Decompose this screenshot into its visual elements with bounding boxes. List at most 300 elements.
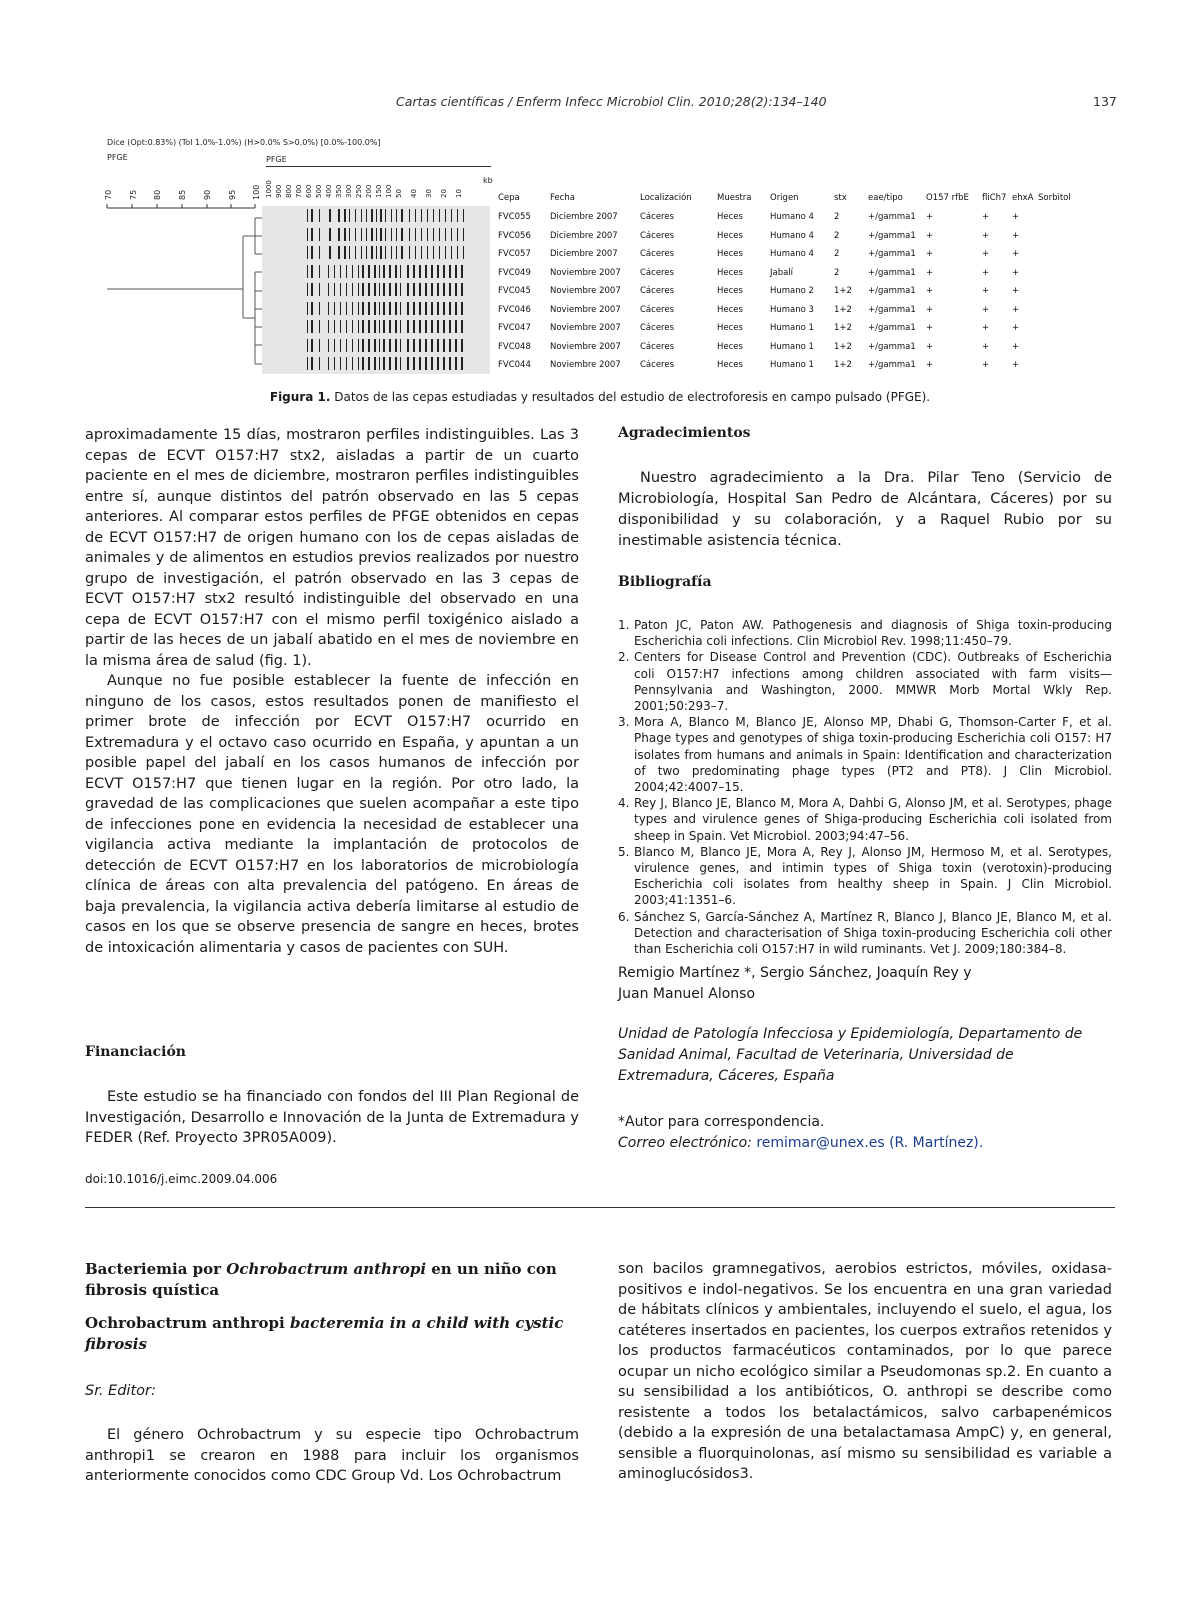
table-cell: + (982, 360, 990, 370)
table-cell: Cáceres (640, 304, 675, 315)
gel-band (413, 339, 415, 352)
gel-band (352, 339, 354, 352)
gel-band (427, 246, 429, 259)
financiacion-text-block (85, 1087, 579, 1149)
gel-band (425, 302, 427, 315)
table-cell: Diciembre 2007 (550, 230, 618, 241)
article2-left-text: El género Ochrobactrum y su especie tipo Ochrobactrum anthropi1 se crearon en 1988 para incluir los organismos anteriormente conocidos como CDC Group Vd. Los Ochrobactrum (85, 1427, 579, 1484)
table-cell: 1+2 (834, 341, 852, 352)
gel-band (391, 209, 393, 222)
ladder-label: 10 (455, 189, 463, 198)
table-cell: +/gamma1 (868, 249, 916, 259)
gel-band (383, 339, 385, 352)
gel-band (425, 357, 427, 370)
gel-band (419, 283, 421, 296)
gel-band (443, 283, 445, 296)
title-en-italic: bacteremia in a child with cystic fibrosis (85, 1314, 564, 1353)
gel-band (451, 246, 453, 259)
reference-text: Rey J, Blanco JE, Blanco M, Mora A, Dahbi G, Alonso JM, et al. Serotypes, phage types and virulence genes of Shiga-producing Escherichia coli isolated from sheep in Spain. Vet Microbiol. 2003;94:47–56. (634, 796, 1112, 843)
dice-header: Dice (Opt:0.83%) (Tol 1.0%-1.0%) (H>0.0% S>0.0%) [0.0%-100.0%] (107, 138, 381, 147)
gel-band (374, 320, 376, 333)
table-cell: Humano 1 (770, 360, 814, 370)
gel-band (368, 283, 370, 296)
scale-label: 85 (178, 189, 188, 200)
paragraph-discussion: Aunque no fue posible establecer la fuente de infección en ninguno de los casos, estos resultados ponen de manifiesto el primer brote de infección por ECVT O157:H7 ocurrido en Extremadura y el octavo caso ocurrido en España, y apuntan a un posible papel del jabalí en los casos humanos de infección por ECVT O157:H7 que tienen lugar en la región. Por otro lado, la gravedad de las complicaciones que suelen acompañar a este tipo de infecciones pone en evidencia la necesidad de establecer una vigilancia activa mediante la implantación de protocolos de detección de ECVT O157:H7 en los laboratorios de microbiología clínica de áreas con alta prevalencia del patógeno. En áreas de baja prevalencia, la vigilancia activa debería limitarse al estudio de casos en los que se observe presencia de sangre en heces, brotes de intoxicación alimentaria y casos de pacientes con SUH. (85, 673, 579, 956)
reference-number: 5. (618, 844, 630, 859)
gel-band (376, 246, 378, 259)
table-header-cell: Localización (640, 193, 692, 203)
gel-band (352, 357, 354, 370)
table-cell: +/gamma1 (868, 323, 916, 333)
email-link[interactable]: remimar@unex.es (R. Martínez). (756, 1135, 984, 1151)
ladder-label: 900 (275, 184, 283, 198)
gel-band (400, 265, 402, 278)
gel-band (329, 246, 331, 259)
gel-band (427, 228, 429, 241)
table-cell: Diciembre 2007 (550, 249, 618, 259)
gel-band (431, 302, 433, 315)
gel-lane (262, 338, 490, 353)
gel-band (457, 209, 459, 222)
gel-band (449, 265, 451, 278)
gel-band (400, 320, 402, 333)
table-cell: Humano 4 (770, 230, 814, 241)
ladder-label: 20 (440, 189, 448, 198)
table-cell: +/gamma1 (868, 341, 916, 352)
gel-band (461, 320, 463, 333)
scale-label: 80 (153, 189, 163, 200)
gel-band (362, 302, 364, 315)
table-cell: Heces (717, 249, 743, 259)
reference-item (618, 714, 1112, 795)
gel-band (344, 228, 346, 241)
gel-band (425, 283, 427, 296)
gel-band (407, 283, 409, 296)
gel-band (355, 246, 357, 259)
reference-text: Blanco M, Blanco JE, Mora A, Rey J, Alonso JM, Hermoso M, et al. Serotypes, virulence genes, and intimin types of Shiga toxin (verotoxin)-producing Escherichia coli isolates from healthy sheep in Spain. J Clin Microbiol. 2003;41:1351–6. (634, 844, 1112, 908)
ladder-label: 100 (385, 184, 393, 198)
table-cell: + (1012, 360, 1020, 370)
gel-band (427, 209, 429, 222)
article2-right-body (618, 1259, 1112, 1485)
reference-list (618, 617, 1112, 957)
table-header-cell: Sorbitol (1038, 193, 1071, 203)
ladder-label: 40 (410, 189, 418, 198)
gel-band (395, 357, 397, 370)
gel-band (319, 339, 321, 352)
table-cell: + (1012, 323, 1020, 333)
scale-label: 95 (227, 189, 237, 200)
gel-band (344, 246, 346, 259)
pfge-rule (266, 166, 491, 167)
table-cell: Heces (717, 323, 743, 333)
gel-band (389, 339, 391, 352)
gel-band (329, 228, 331, 241)
running-head (0, 94, 1200, 110)
gel-lane (262, 208, 490, 223)
gel-band (391, 246, 393, 259)
gel-band (443, 357, 445, 370)
gel-band (461, 302, 463, 315)
gel-band (371, 228, 373, 241)
gel-band (346, 357, 348, 370)
authors-line-2: Juan Manuel Alonso (618, 986, 756, 1002)
gel-band (311, 283, 313, 296)
gel-band (409, 228, 411, 241)
ladder-label: 250 (355, 184, 363, 198)
gel-band (328, 320, 330, 333)
table-cell: 1+2 (834, 304, 852, 315)
gel-band (421, 228, 423, 241)
gel-band (376, 209, 378, 222)
gel-band (311, 302, 313, 315)
table-cell: Noviembre 2007 (550, 304, 621, 315)
table-cell: FVC044 (498, 360, 531, 370)
gel-band (379, 302, 381, 315)
gel-band (383, 357, 385, 370)
gel-band (425, 339, 427, 352)
gel-band (334, 357, 336, 370)
email-label: Correo electrónico: (618, 1135, 752, 1151)
title-es-part2: en un niño con fibrosis quística (85, 1260, 557, 1299)
article2-title-es (85, 1259, 579, 1301)
gel-band (409, 246, 411, 259)
authors (618, 963, 972, 1005)
gel-band (374, 339, 376, 352)
gel-band (396, 209, 398, 222)
gel-band (307, 265, 309, 278)
table-cell: Heces (717, 212, 743, 222)
table-cell: Cáceres (640, 323, 675, 333)
table-cell: Humano 4 (770, 212, 814, 222)
table-cell: + (982, 212, 990, 222)
gel-band (439, 228, 441, 241)
ladder-label: 300 (345, 184, 353, 198)
gel-band (346, 283, 348, 296)
gel-band (400, 283, 402, 296)
gel-lane (262, 245, 490, 260)
table-cell: + (926, 360, 934, 370)
gel-band (319, 246, 321, 259)
gel-band (431, 320, 433, 333)
table-cell: FVC055 (498, 212, 531, 222)
gel-band (362, 265, 364, 278)
pfge-label-left: PFGE (107, 153, 128, 162)
reference-text: Paton JC, Paton AW. Pathogenesis and diagnosis of Shiga toxin-producing Escherichia coli infections. Clin Microbiol Rev. 1998;11:450–79. (634, 618, 1112, 649)
gel-band (352, 302, 354, 315)
gel-band (368, 265, 370, 278)
gel-band (371, 246, 373, 259)
gel-band (346, 302, 348, 315)
gel-band (374, 265, 376, 278)
gel-band (374, 357, 376, 370)
gel-band (358, 302, 360, 315)
gel-band (328, 339, 330, 352)
table-cell: Noviembre 2007 (550, 360, 621, 370)
caption-label: Figura 1. (269, 390, 331, 404)
gel-band (445, 209, 447, 222)
table-cell: + (982, 323, 990, 333)
table-cell: + (926, 286, 934, 296)
gel-band (340, 283, 342, 296)
gel-band (368, 320, 370, 333)
gel-band (419, 339, 421, 352)
gel-band (461, 265, 463, 278)
gel-band (349, 228, 351, 241)
table-cell: Heces (717, 341, 743, 352)
gel-lane (262, 319, 490, 334)
gel-band (431, 265, 433, 278)
gel-band (380, 246, 382, 259)
title-es-part1: Bacteriemia por (85, 1260, 227, 1278)
affiliation: Unidad de Patología Infecciosa y Epidemiología, Departamento de Sanidad Animal, Facultad de Veterinaria, Universidad de Extremadura, Cáceres, España (618, 1026, 1083, 1084)
gel-band (443, 339, 445, 352)
gel-band (395, 265, 397, 278)
gel-band (443, 302, 445, 315)
table-cell: +/gamma1 (868, 286, 916, 296)
gel-band (449, 283, 451, 296)
gel-band (319, 302, 321, 315)
table-cell: + (1012, 230, 1020, 241)
article2-left-body (85, 1425, 579, 1487)
gel-band (307, 302, 309, 315)
reference-number: 3. (618, 715, 630, 730)
gel-band (421, 209, 423, 222)
reference-item (618, 844, 1112, 909)
article2-title-en (85, 1313, 579, 1355)
gel-band (379, 320, 381, 333)
gel-band (358, 339, 360, 352)
table-cell: + (1012, 341, 1020, 352)
gel-band (439, 209, 441, 222)
gel-band (334, 339, 336, 352)
ladder-label: 400 (325, 184, 333, 198)
table-cell: Cáceres (640, 230, 675, 241)
gel-band (455, 265, 457, 278)
table-cell: + (926, 304, 934, 315)
gel-band (362, 357, 364, 370)
gel-band (352, 283, 354, 296)
gel-band (463, 228, 465, 241)
gel-band (455, 339, 457, 352)
gel-band (344, 209, 346, 222)
article-separator (85, 1207, 1115, 1208)
table-cell: FVC057 (498, 249, 531, 259)
gel-band (395, 339, 397, 352)
gel-band (461, 357, 463, 370)
table-cell: + (926, 341, 934, 352)
table-cell: + (982, 230, 990, 241)
gel-band (389, 302, 391, 315)
gel-band (439, 246, 441, 259)
gel-band (307, 339, 309, 352)
reference-text: Mora A, Blanco M, Blanco JE, Alonso MP, Dhabi G, Thomson-Carter F, et al. Phage types and genotypes of shiga toxin-producing Escherichia coli O157: H7 isolates from humans and animals in Spain: Identification and characterization of two predominating phage types (PT2 and PT8). J Clin Microbiol. 2004;42:4007–15. (634, 715, 1112, 795)
gel-band (395, 320, 397, 333)
table-cell: 1+2 (834, 323, 852, 333)
agradecimientos-heading: Agradecimientos (618, 425, 751, 441)
reference-number: 4. (618, 796, 630, 811)
ladder-label: 30 (425, 189, 433, 198)
table-cell: Cáceres (640, 341, 675, 352)
gel-band (401, 246, 403, 259)
table-cell: FVC056 (498, 230, 531, 241)
gel-band (400, 357, 402, 370)
gel-band (455, 302, 457, 315)
table-cell: 1+2 (834, 286, 852, 296)
financiacion-text: Este estudio se ha financiado con fondos del III Plan Regional de Investigación, Desarrollo e Innovación de la Junta de Extremadura y FEDER (Ref. Proyecto 3PR05A009). (85, 1089, 579, 1146)
gel-band (361, 209, 363, 222)
gel-band (340, 357, 342, 370)
gel-lane (262, 301, 490, 316)
gel-band (383, 265, 385, 278)
gel-band (361, 246, 363, 259)
reference-number: 2. (618, 650, 630, 665)
paragraph-results: aproximadamente 15 días, mostraron perfiles indistinguibles. Las 3 cepas de ECVT O157:H7 stx2, aisladas a partir de un cuarto paciente en el mes de diciembre, mostraron perfiles indistinguibles entre sí, aunque distintos del patrón observado en las 5 cepas anteriores. Al comparar estos perfiles de PFGE obtenidos en cepas de ECVT O157:H7 de origen humano con los de cepas aisladas de animales y de alimentos en estudios previos realizados por nuestro grupo de investigación, el patrón observado en las 3 cepas de ECVT O157:H7 stx2 resultó indistinguible del observado en una cepa de ECVT O157:H7 con el mismo perfil toxigénico aislado a partir de las heces de un jabalí abatido en el mes de noviembre en la misma área de salud (fig. 1). (85, 427, 579, 669)
table-header-cell: eae/tipo (868, 193, 903, 203)
gel-band (455, 283, 457, 296)
title-en-part1: Ochrobactrum anthropi (85, 1314, 285, 1332)
gel-band (415, 246, 417, 259)
gel-band (431, 339, 433, 352)
gel-band (449, 339, 451, 352)
gel-band (433, 228, 435, 241)
gel-band (437, 283, 439, 296)
gel-lane (262, 356, 490, 371)
gel-band (433, 246, 435, 259)
gel-band (362, 320, 364, 333)
gel-band (328, 283, 330, 296)
gel-band (379, 339, 381, 352)
gel-band (443, 265, 445, 278)
gel-band (346, 339, 348, 352)
gel-band (328, 265, 330, 278)
reference-text: Centers for Disease Control and Prevention (CDC). Outbreaks of Escherichia coli O157:H7 infections among children associated with farm visits—Pennsylvania and Washington, 2000. MMWR Morb Mortal Wkly Rep. 2001;50:293–7. (634, 650, 1112, 714)
table-cell: + (982, 249, 990, 259)
gel-band (307, 228, 309, 241)
table-cell: FVC046 (498, 304, 531, 315)
reference-item (618, 795, 1112, 844)
gel-band (463, 209, 465, 222)
gel-band (379, 357, 381, 370)
gel-band (328, 302, 330, 315)
authors-line-1: Remigio Martínez *, Sergio Sánchez, Joaquín Rey y (618, 965, 972, 981)
table-cell: Heces (717, 267, 743, 278)
gel-band (413, 265, 415, 278)
gel-band (319, 357, 321, 370)
gel-band (461, 283, 463, 296)
gel-band (389, 320, 391, 333)
table-cell: + (926, 212, 934, 222)
gel-band (311, 209, 313, 222)
doi: doi:10.1016/j.eimc.2009.04.006 (85, 1172, 278, 1186)
caption-text: Datos de las cepas estudiadas y resultados del estudio de electroforesis en campo pulsado (PFGE). (334, 390, 931, 404)
gel-band (334, 265, 336, 278)
ladder-label: 1000 (265, 180, 273, 198)
gel-band (409, 209, 411, 222)
table-cell: Cáceres (640, 212, 675, 222)
gel-band (346, 265, 348, 278)
gel-band (433, 209, 435, 222)
gel-band (455, 320, 457, 333)
table-cell: + (926, 249, 934, 259)
gel-band (358, 357, 360, 370)
table-cell: Noviembre 2007 (550, 341, 621, 352)
gel-band (437, 357, 439, 370)
ladder-label: 350 (335, 184, 343, 198)
gel-band (380, 209, 382, 222)
scale-label: 75 (128, 189, 138, 200)
gel-band (445, 228, 447, 241)
gel-band (451, 209, 453, 222)
gel-band (355, 228, 357, 241)
table-cell: Heces (717, 230, 743, 241)
gel-lane (262, 264, 490, 279)
gel-band (385, 228, 387, 241)
title-es-italic: Ochrobactrum anthropi (226, 1260, 427, 1278)
gel-band (413, 320, 415, 333)
gel-band (376, 228, 378, 241)
gel-band (366, 228, 368, 241)
page-number: 137 (1093, 94, 1117, 109)
gel-band (400, 339, 402, 352)
gel-lane (262, 227, 490, 242)
table-header-cell: Fecha (550, 193, 575, 203)
table-header-cell: Origen (770, 193, 799, 203)
scale-label: 70 (104, 189, 113, 200)
ladder-label: 600 (305, 184, 313, 198)
reference-item (618, 617, 1112, 649)
gel-band (379, 265, 381, 278)
gel-band (407, 265, 409, 278)
gel-band (311, 265, 313, 278)
gel-band (455, 357, 457, 370)
table-cell: Heces (717, 304, 743, 315)
gel-band (461, 339, 463, 352)
gel-band (329, 209, 331, 222)
gel-band (307, 357, 309, 370)
correspondence: *Autor para correspondencia. (618, 1114, 825, 1130)
gel-band (419, 357, 421, 370)
gel-band (385, 246, 387, 259)
gel-band (396, 228, 398, 241)
reference-text: Sánchez S, García-Sánchez A, Martínez R, Blanco J, Blanco JE, Blanco M, et al. Detection and characterisation of Shiga toxin-producing Escherichia coli other than Escherichia coli O157:H7 in wild ruminants. Vet J. 2009;180:384–8. (634, 909, 1112, 957)
email-line (618, 1133, 983, 1154)
gel-band (400, 302, 402, 315)
gel-band (319, 320, 321, 333)
gel-band (340, 302, 342, 315)
gel-band (415, 209, 417, 222)
table-cell: 2 (834, 212, 840, 222)
gel-band (371, 209, 373, 222)
gel-band (307, 320, 309, 333)
gel-band (362, 283, 364, 296)
gel-band (415, 228, 417, 241)
gel-band (368, 339, 370, 352)
table-cell: FVC049 (498, 267, 531, 278)
table-cell: Humano 1 (770, 323, 814, 333)
gel-band (311, 246, 313, 259)
table-cell: + (926, 323, 934, 333)
kb-label: kb (483, 176, 493, 185)
gel-band (389, 357, 391, 370)
table-header-cell: stx (834, 193, 847, 203)
gel-band (307, 283, 309, 296)
gel-band (463, 246, 465, 259)
gel-band (413, 302, 415, 315)
gel-band (319, 283, 321, 296)
gel-band (328, 357, 330, 370)
gel-band (340, 339, 342, 352)
